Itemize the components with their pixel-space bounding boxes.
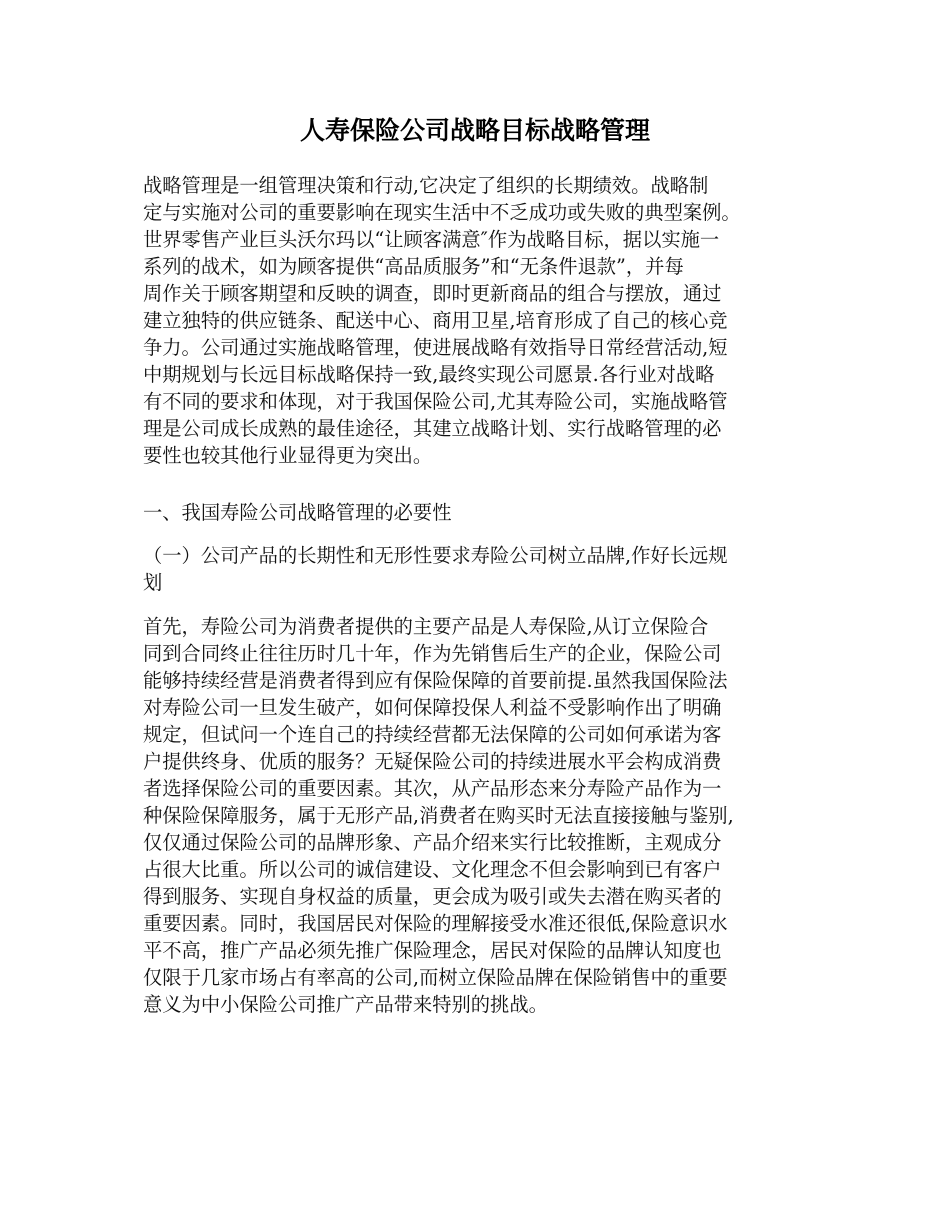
intro-paragraph: [143, 172, 741, 469]
text-line: 得到服务、实现自身权益的质量，更会成为吸引或失去潜在购买者的: [143, 885, 722, 908]
text-line: 系列的战术，如为顾客提供“高品质服务”和“无条件退款”，并每: [143, 255, 684, 278]
section-heading: [143, 499, 452, 526]
document-title: 人寿保险公司战略目标战略管理: [299, 116, 650, 145]
text-line: 种保险保障服务，属于无形产品,消费者在购买时无法直接接触与鉴别,: [143, 804, 734, 827]
text-line: 仅限于几家市场占有率高的公司,而树立保险品牌在保险销售中的重要: [143, 966, 728, 989]
text-line: 首先，寿险公司为消费者提供的主要产品是人寿保险,从订立保险合: [143, 615, 709, 638]
text-line: 有不同的要求和体现，对于我国保险公司,尤其寿险公司，实施战略管: [143, 390, 728, 413]
heading-line: （一）公司产品的长期性和无形性要求寿险公司树立品牌,作好长远规: [143, 544, 728, 567]
text-line: 能够持续经营是消费者得到应有保险保障的首要前提.虽然我国保险法: [143, 669, 728, 692]
text-line: 中期规划与长远目标战略保持一致,最终实现公司愿景.各行业对战略: [143, 363, 715, 386]
heading-line: 划: [143, 571, 163, 594]
subsection-heading: [143, 542, 728, 596]
text-line: 理是公司成长成熟的最佳途径，其建立战略计划、实行战略管理的必: [143, 417, 722, 440]
text-line: 争力。公司通过实施战略管理，使进展战略有效指导日常经营活动,短: [143, 336, 728, 359]
text-line: 仅仅通过保险公司的品牌形象、产品介绍来实行比较推断，主观成分: [143, 831, 722, 854]
text-line: 周作关于顾客期望和反映的调查，即时更新商品的组合与摆放，通过: [143, 282, 722, 305]
text-line: 占很大比重。所以公司的诚信建设、文化理念不但会影响到已有客户: [143, 858, 722, 881]
text-line: 定与实施对公司的重要影响在现实生活中不乏成功或失败的典型案例。: [143, 201, 741, 224]
text-line: 者选择保险公司的重要因素。其次，从产品形态来分寿险产品作为一: [143, 777, 722, 800]
text-line: 战略管理是一组管理决策和行动,它决定了组织的长期绩效。战略制: [143, 174, 709, 197]
text-line: 重要因素。同时，我国居民对保险的理解接受水准还很低,保险意识水: [143, 912, 728, 935]
text-line: 对寿险公司一旦发生破产，如何保障投保人利益不受影响作出了明确: [143, 696, 722, 719]
text-line: 平不高，推广产品必须先推广保险理念，居民对保险的品牌认知度也: [143, 939, 722, 962]
text-line: 要性也较其他行业显得更为突出。: [143, 444, 433, 467]
text-line: 世界零售产业巨头沃尔玛以“让顾客满意″作为战略目标，据以实施一: [143, 228, 720, 251]
text-line: 建立独特的供应链条、配送中心、商用卫星,培育形成了自己的核心竞: [143, 309, 728, 332]
text-line: 户提供终身、优质的服务？无疑保险公司的持续进展水平会构成消费: [143, 750, 722, 773]
heading-line: 一、我国寿险公司战略管理的必要性: [143, 501, 452, 524]
text-line: 同到合同终止往往历时几十年，作为先销售后生产的企业，保险公司: [143, 642, 722, 665]
text-line: 规定，但试问一个连自己的持续经营都无法保障的公司如何承诺为客: [143, 723, 722, 746]
text-line: 意义为中小保险公司推广产品带来特别的挑战。: [143, 993, 548, 1016]
body-paragraph: [143, 613, 734, 1018]
